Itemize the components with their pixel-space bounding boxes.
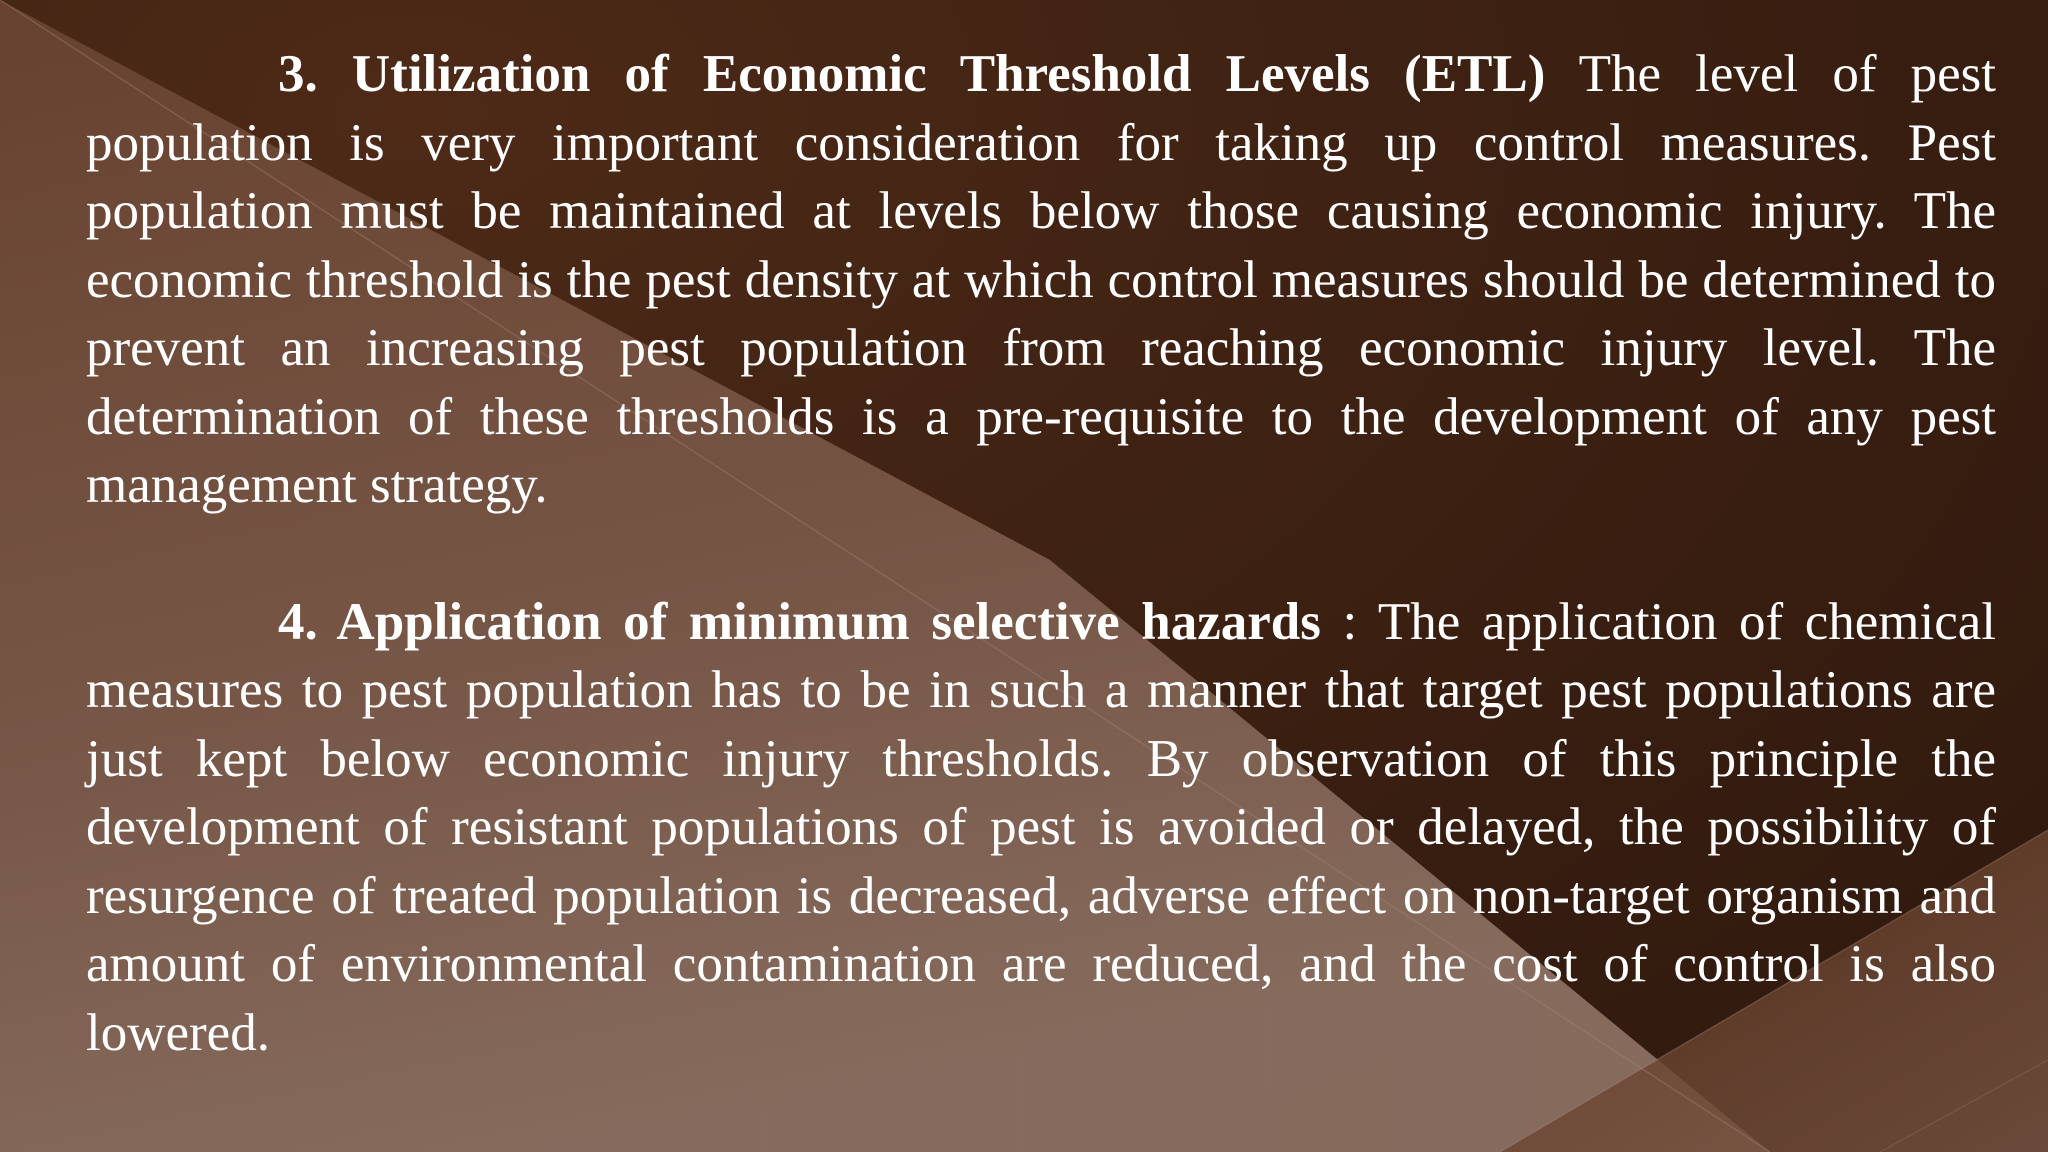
slide-content [86, 40, 1996, 1067]
paragraph-heading: 3. Utilization of Economic Threshold Levels (ETL) [278, 45, 1546, 103]
paragraph-etl [86, 40, 1996, 520]
paragraph-selective-hazards [86, 588, 1996, 1068]
paragraph-body: The level of pest population is very important consideration for taking up control measures. Pest population must be maintained at levels below those causing economic injury. The economic threshold is the pest density at which control measures should be determined to prevent an increasing pest population from reaching economic injury level. The determination of these thresholds is a pre-requisite to the development of any pest management strategy. [86, 45, 1997, 514]
paragraph-heading: 4. Application of minimum selective hazards [278, 592, 1321, 651]
paragraph-body: : The application of chemical measures to pest population has to be in such a manner that target pest populations are just kept below economic injury thresholds. By observation of this principle the development of resistant populations of pest is avoided or delayed, the possibility of resurgence of treated population is decreased, adverse effect on non-target organism and amount of environmental contamination are reduced, and the cost of control is also lowered. [86, 592, 1997, 1062]
